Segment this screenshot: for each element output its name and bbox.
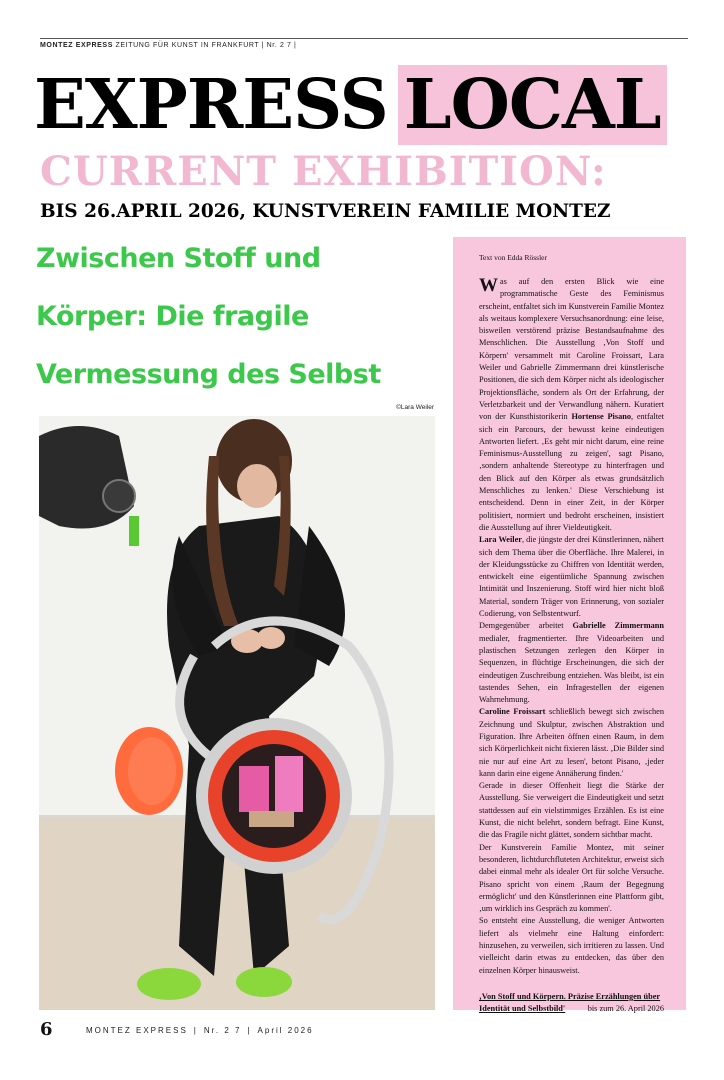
article-byline: Text von Edda Rössler [479, 253, 548, 262]
top-issue: Nr. 2 7 [266, 42, 292, 49]
paragraph: Demgegenüber arbeitet Gabrielle Zimmermann medialer, fragmentierter. Ihre Videoarbeiten und plastischen Setzungen zerlegen den Körper in Sequenzen, in flüchtige Erscheinungen, die sich der eindeutigen Zuschreibung entziehen. Was bleibt, ist ein tastendes Sehen, ein Infragestellen der eigenen Wahrnehmung. [479, 621, 664, 705]
paragraph: Gerade in dieser Offenheit liegt die Stärke der Ausstellung. Sie verweigert die Eindeutigkeit und setzt stattdessen auf ein vielstimmiges Erzählen. Es ist eine Kunst, die nicht belehrt, sondern befragt. Eine Kunst, die das Fragile nicht glättet, sondern sichtbar macht. [479, 781, 664, 840]
masthead [34, 66, 694, 146]
article-body [479, 276, 664, 977]
photo-illustration [39, 416, 435, 1010]
paragraph: So entsteht eine Ausstellung, die weniger Antworten liefert als vielmehr eine Haltung einfordert: hinzusehen, zu verweilen, sich irritieren zu lassen. Und vielleicht darin etwas zu entdecken, das über den einzelnen Körper hinausweist. [479, 916, 664, 975]
top-tagline: ZEITUNG FÜR KUNST IN FRANKFURT [115, 42, 260, 49]
paragraph: Was auf den ersten Blick wie eine programmatische Geste des Feminismus erscheint, entfaltet sich im Kunstverein Familie Montez als weitaus komplexere Versuchsanordnung: eine leise, bisweilen verstörend präzise Bestandsaufnahme des Menschlichen. Die Ausstellung ‚Von Stoff und Körpern' versammelt mit Caroline Froissart, Lara Weiler und Gabrielle Zimmermann drei künstlerische Positionen, die sich dem Körper nicht als ideologischer Projektionsfläche, sondern als Ort der Erfahrung, der Verletzbarkeit und der Verwandlung nähern. Kuratiert von der Kunsthistorikerin Hortense Pisano, entfaltet sich ein Parcours, der bewusst keine eindeutigen Antworten liefert. ‚Es geht mir nicht darum, eine reine Feminismus-Ausstellung zu zeigen', sagt Pisano, ‚sondern anhaltende Stereotype zu hinterfragen und den Blick auf den Körper als etwas grundsätzlich Menschliches zu lenken.' Diese Verschiebung ist entscheidend. Denn in einer Zeit, in der Körper politisiert, normiert und bedroht erscheinen, insistiert die Ausstellung auf ihrer Vieldeutigkeit. [479, 275, 665, 532]
masthead-local: LOCAL [398, 65, 667, 145]
exhibition-photo [39, 416, 435, 1010]
masthead-express: EXPRESS [34, 65, 388, 145]
exhibition-dates: BIS 26.APRIL 2026, KUNSTVEREIN FAMILIE MONTEZ [40, 201, 611, 222]
article-headline: Zwischen Stoff und Körper: Die fragile Vermessung des Selbst [36, 243, 381, 390]
article-sidebar [453, 237, 686, 1013]
page-footer: MONTEZ EXPRESS | Nr. 2 7 | April 2026 [86, 1026, 314, 1035]
paragraph: Der Kunstverein Familie Montez, mit seiner besonderen, lichtdurchfluteten Architektur, erweist sich dabei einmal mehr als idealer Ort für solche Versuche. Pisano spricht von einem ‚Raum der Begegnung ermöglicht' und den Künstlerinnen eine Plattform gibt, ‚um wirklich ins Gespräch zu kommen'. [479, 842, 664, 914]
top-bar: MONTEZ EXPRESS ZEITUNG FÜR KUNST IN FRANKFURT | Nr. 2 7 | [40, 38, 688, 49]
photo-credit: ©Lara Weiler [396, 404, 434, 411]
drop-cap: W [479, 275, 498, 296]
exhibition-until: bis zum 26. April 2026 [587, 1003, 664, 1013]
footer-issue: Nr. 2 7 [203, 1026, 242, 1035]
exhibition-title-footer: ‚Von Stoff und Körpern. Präzise Erzählungen über Identität und Selbstbild' bis zum 26. April 2026 [479, 991, 664, 1013]
top-brand: MONTEZ EXPRESS [40, 42, 113, 49]
paragraph: Caroline Froissart schließlich bewegt sich zwischen Zeichnung und Skulptur, zwischen Abstraktion und Figuration. Ihre Arbeiten öffnen einen Raum, in dem sich Körperlichkeit nicht fixieren lässt. ‚Die Bilder sind nie nur auf eine Art zu lesen', betont Pisano, ‚jeder kann darin eine eigene Annäherung finden.' [479, 707, 664, 778]
current-exhibition-label: CURRENT EXHIBITION: [40, 148, 607, 195]
paragraph: Lara Weiler, die jüngste der drei Künstlerinnen, nähert sich dem Thema über die Oberfläche. Ihre Malerei, in der Kleidungsstücke zu Chiffren von Identität werden, entwickelt eine eigentümliche Spannung zwischen Intimität und Inszenierung. Stoff wird hier nicht bloß Material, sondern Träger von Erinnerung, von sozialer Codierung, von Selbstentwurf. [479, 535, 664, 619]
footer-date: April 2026 [257, 1026, 314, 1035]
page-number: 6 [40, 1019, 53, 1040]
footer-brand: MONTEZ EXPRESS [86, 1026, 188, 1035]
